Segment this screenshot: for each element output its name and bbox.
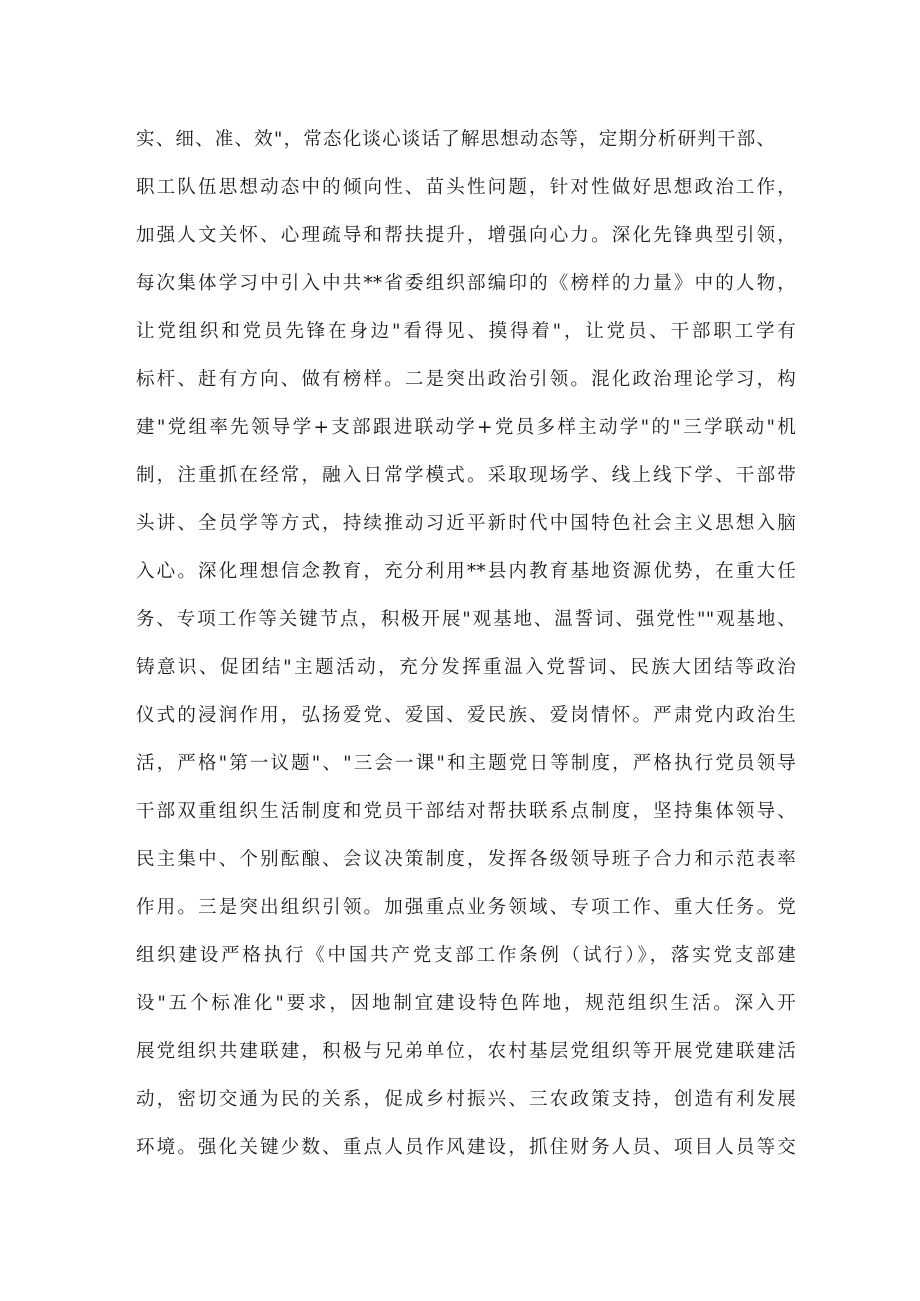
text-line: 入心。深化理想信念教育，充分利用**县内教育基地资源优势，在重大任 bbox=[136, 561, 796, 582]
text-line: 制，注重抓在经常，融入日常学模式。采取现场学、线上线下学、干部带 bbox=[136, 465, 796, 486]
text-line: 组织建设严格执行《中国共产党支部工作条例（试行）》，落实党支部建 bbox=[136, 945, 796, 966]
text-line: 动，密切交通为民的关系，促成乡村振兴、三农政策支持，创造有利发展 bbox=[136, 1089, 796, 1110]
text-line: 作用。三是突出组织引领。加强重点业务领域、专项工作、重大任务。党 bbox=[136, 897, 796, 918]
text-line: 每次集体学习中引入中共**省委组织部编印的《榜样的力量》中的人物， bbox=[136, 273, 796, 294]
body-paragraph bbox=[136, 116, 796, 1172]
text-line: 头讲、全员学等方式，持续推动习近平新时代中国特色社会主义思想入脑 bbox=[136, 513, 796, 534]
text-line: 干部双重组织生活制度和党员干部结对帮扶联系点制度，坚持集体领导、 bbox=[136, 801, 796, 822]
text-line: 加强人文关怀、心理疏导和帮扶提升，增强向心力。深化先锋典型引领， bbox=[136, 225, 796, 246]
text-line: 实、细、准、效"，常态化谈心谈话了解思想动态等，定期分析研判干部、 bbox=[136, 129, 777, 150]
text-line: 标杆、赶有方向、做有榜样。二是突出政治引领。混化政治理论学习，构 bbox=[136, 369, 796, 390]
text-line: 让党组织和党员先锋在身边"看得见、摸得着"，让党员、干部职工学有 bbox=[136, 321, 796, 342]
text-line: 职工队伍思想动态中的倾向性、苗头性问题，针对性做好思想政治工作， bbox=[136, 177, 796, 198]
text-line: 民主集中、个别酝酿、会议决策制度，发挥各级领导班子合力和示范表率 bbox=[136, 849, 796, 870]
text-line: 仪式的浸润作用，弘扬爱党、爱国、爱民族、爱岗情怀。严肃党内政治生 bbox=[136, 705, 796, 726]
text-line: 环境。强化关键少数、重点人员作风建设，抓住财务人员、项目人员等交 bbox=[136, 1137, 796, 1158]
text-line: 建"党组率先领导学+支部跟进联动学+党员多样主动学"的"三学联动"机 bbox=[136, 417, 796, 438]
text-line: 务、专项工作等关键节点，积极开展"观基地、温誓词、强党性""观基地、 bbox=[136, 609, 796, 630]
text-line: 铸意识、促团结"主题活动，充分发挥重温入党誓词、民族大团结等政治 bbox=[136, 657, 796, 678]
text-line: 展党组织共建联建，积极与兄弟单位，农村基层党组织等开展党建联建活 bbox=[136, 1041, 796, 1062]
text-line: 活，严格"第一议题"、"三会一课"和主题党日等制度，严格执行党员领导 bbox=[136, 753, 796, 774]
text-line: 设"五个标准化"要求，因地制宜建设特色阵地，规范组织生活。深入开 bbox=[136, 993, 796, 1014]
